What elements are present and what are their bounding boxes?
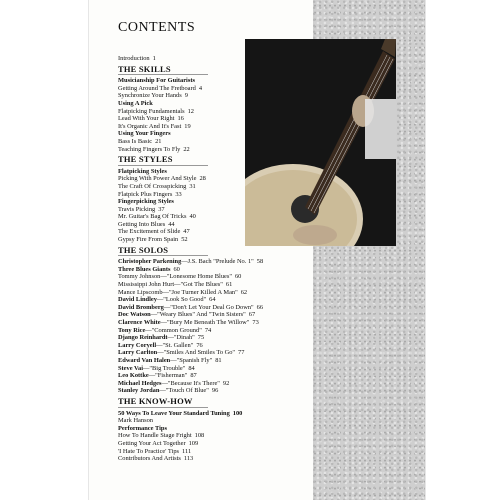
toc-entry-title: Getting Into Blues — [118, 220, 166, 228]
solo-title: —"Touch Of Blue" — [159, 387, 209, 395]
subheading: Musicianship For Guitarists — [118, 77, 195, 85]
toc-entry-page: 108 — [194, 432, 205, 440]
toc-entry[interactable] — [118, 175, 338, 183]
toc-entry-title: 'I Hate To Practice' Tips — [118, 447, 180, 455]
solo-artist: David Lindley — [118, 296, 157, 304]
solo-title: —"Joe Turner Killed A Man" — [162, 288, 238, 296]
solo-title: —"Look So Good" — [156, 296, 207, 304]
toc-entry[interactable] — [118, 138, 338, 146]
toc-entry-title: Contributors And Artists — [118, 455, 181, 463]
solo-entry[interactable] — [118, 311, 338, 319]
section-heading-skills: THE SKILLS — [118, 66, 208, 76]
toc-entry[interactable] — [118, 432, 338, 440]
toc-entry-title: Lead With Your Right — [118, 115, 175, 123]
toc-entry-title: Getting Your Act Together — [118, 439, 186, 447]
solo-entry[interactable] — [118, 319, 338, 327]
solo-artist: Christopher Parkening — [118, 258, 182, 266]
toc-entry-page: 4 — [198, 84, 203, 92]
toc-entry-page: 109 — [188, 439, 199, 447]
solo-entry[interactable] — [118, 357, 338, 365]
toc-entry-page: 52 — [181, 236, 188, 244]
solo-entry[interactable] — [118, 380, 338, 388]
toc-group — [118, 258, 338, 395]
table-of-contents — [118, 55, 338, 463]
solo-artist: Leo Kottke — [118, 372, 149, 380]
solo-artist: Django Reinhardt — [118, 334, 168, 342]
section-heading-solos: THE SOLOS — [118, 247, 208, 257]
toc-entry-page: 40 — [189, 213, 196, 221]
solo-page: 64 — [209, 296, 216, 304]
solo-title: —J.S. Bach "Prelude No. 1" — [181, 258, 254, 266]
toc-entry-title: The Excitement of Slide — [118, 228, 181, 236]
solo-title: —"Lonesome Home Blues" — [160, 273, 232, 281]
toc-entry-page: 37 — [158, 205, 165, 213]
solo-entry[interactable] — [118, 281, 338, 289]
solo-entry[interactable] — [118, 296, 338, 304]
solo-page: 62 — [240, 288, 248, 296]
solo-artist: Mississippi John Hurt — [118, 281, 175, 289]
solo-page: 60 — [173, 265, 180, 273]
solo-entry[interactable] — [118, 372, 338, 380]
solo-page: 61 — [225, 281, 233, 289]
toc-entry[interactable] — [118, 115, 338, 123]
solo-artist: Tommy Johnson — [118, 273, 161, 281]
toc-entry[interactable] — [118, 123, 338, 131]
toc-entry[interactable] — [118, 146, 338, 154]
solo-page: 60 — [234, 273, 242, 281]
solo-entry[interactable] — [118, 258, 338, 266]
solo-artist: Doc Watson — [118, 311, 151, 319]
solo-page: 67 — [248, 311, 256, 319]
subheading: Fingerpicking Styles — [118, 198, 174, 206]
toc-entry-title: Gypsy Fire From Spain — [118, 236, 179, 244]
solo-artist: Stanley Jordan — [118, 387, 160, 395]
subheading: Flatpicking Styles — [118, 167, 167, 175]
subheading: Using A Pick — [118, 99, 153, 107]
solo-title: —"Dinah" — [167, 334, 195, 342]
solo-page: 77 — [238, 349, 245, 357]
toc-entry-page: 22 — [183, 145, 190, 153]
toc-entry[interactable] — [118, 221, 338, 229]
toc-entry-page: 33 — [175, 190, 182, 198]
toc-entry-title: Bass Is Basic — [118, 137, 153, 145]
section-heading-styles: THE STYLES — [118, 156, 208, 166]
solo-page: 66 — [256, 303, 264, 311]
toc-entry-page: 19 — [184, 122, 191, 130]
solo-entry[interactable] — [118, 387, 338, 395]
toc-entry-intro[interactable]: Introduction 1 — [118, 55, 156, 62]
solo-entry[interactable] — [118, 349, 338, 357]
toc-entry-title: It's Organic And It's Fast — [118, 122, 182, 130]
author-credit: Mark Hanson — [118, 417, 153, 425]
solo-title: —"Got The Blues" — [174, 281, 223, 289]
solo-page: 96 — [211, 387, 219, 395]
toc-group — [118, 175, 338, 198]
toc-entry-page: 9 — [184, 92, 188, 100]
solo-entry[interactable] — [118, 334, 338, 342]
solo-artist: Larry Coryell — [118, 341, 157, 349]
solo-title: —"Spanish Fly" — [170, 356, 213, 364]
solo-title: —"Because It's There" — [161, 379, 220, 387]
solo-page: 58 — [256, 258, 264, 266]
solo-artist: Michael Hedges — [118, 379, 162, 387]
section-heading-knowhow: THE KNOW-HOW — [118, 398, 208, 408]
solo-title: —"Common Ground" — [145, 326, 202, 334]
solo-artist: Three Blues Giants — [118, 265, 171, 273]
solo-artist: Mance Lipscomb — [118, 288, 163, 296]
toc-entry-title: Flatpick Plus Fingers — [118, 190, 173, 198]
toc-entry[interactable] — [118, 92, 338, 100]
subheading: Performance Tips — [118, 424, 167, 432]
toc-group — [118, 85, 338, 100]
toc-group — [118, 432, 338, 462]
toc-group — [118, 138, 338, 153]
toc-entry-page: 16 — [177, 115, 184, 123]
toc-entry[interactable] — [118, 236, 338, 244]
solo-page: 84 — [188, 364, 195, 372]
toc-entry[interactable] — [118, 455, 338, 463]
solo-entry[interactable] — [118, 304, 338, 312]
solo-entry[interactable] — [118, 273, 338, 281]
toc-group — [118, 206, 338, 244]
toc-entry[interactable] — [118, 108, 338, 116]
subheading: Using Your Fingers — [118, 130, 171, 138]
solo-title: —"St. Gallen" — [156, 341, 194, 349]
solo-title: —"Don't Let Your Deal Go Down" — [163, 303, 254, 311]
solo-artist: David Bromberg — [118, 303, 164, 311]
toc-entry[interactable] — [118, 448, 338, 456]
toc-entry-page: 113 — [183, 455, 194, 463]
solo-artist: Edward Van Halen — [118, 356, 171, 364]
toc-entry[interactable] — [118, 206, 338, 214]
toc-entry-page: 28 — [199, 175, 206, 183]
toc-entry-title: Travis Picking — [118, 205, 156, 213]
toc-group — [118, 108, 338, 131]
solo-entry[interactable] — [118, 342, 338, 350]
toc-entry-title: Picking With Power And Style — [118, 175, 197, 183]
toc-entry-page: 44 — [168, 220, 175, 228]
solo-page: 87 — [190, 372, 197, 380]
solo-entry[interactable] — [118, 289, 338, 297]
solo-page: 92 — [222, 379, 230, 387]
solo-title: —"Fisherman" — [148, 372, 188, 380]
toc-entry-title: How To Handle Stage Fright — [118, 432, 192, 440]
toc-entry-title: Teaching Fingers To Fly — [118, 145, 181, 153]
solo-artist: Larry Carlton — [118, 349, 158, 357]
solo-page: 81 — [215, 356, 222, 364]
solo-entry[interactable] — [118, 327, 338, 335]
toc-entry-title: The Craft Of Crosspicking — [118, 182, 187, 190]
solo-title: —"Big Trouble" — [143, 364, 186, 372]
toc-entry-page: 111 — [182, 447, 192, 455]
toc-entry-page: 47 — [183, 228, 190, 236]
toc-entry[interactable] — [118, 213, 338, 221]
solo-title: —"Smiles And Smiles To Go" — [157, 349, 236, 357]
toc-entry-title: Mr. Guitar's Bag Of Tricks — [118, 213, 187, 221]
solo-page: 73 — [252, 319, 259, 326]
solo-title: —"Bury Me Beneath The Willow" — [160, 319, 250, 326]
toc-entry[interactable]: 50 Ways To Leave Your Standard Tuning 100 — [118, 409, 243, 417]
page-title: CONTENTS — [118, 20, 196, 35]
solo-entry[interactable] — [118, 266, 338, 274]
solo-page: 75 — [197, 334, 205, 342]
solo-artist: Clarence White — [118, 319, 161, 326]
solo-page: 74 — [204, 326, 212, 334]
toc-entry[interactable] — [118, 85, 338, 93]
toc-entry[interactable] — [118, 440, 338, 448]
solo-title: —"Weary Blues" And "Twin Sisters" — [150, 311, 246, 319]
solo-page: 76 — [196, 341, 203, 349]
toc-entry-page: 21 — [155, 137, 162, 145]
toc-entry-page: 12 — [187, 107, 194, 115]
toc-entry[interactable] — [118, 191, 338, 199]
solo-entry[interactable] — [118, 365, 338, 373]
toc-entry-title: Flatpicking Fundamentals — [118, 107, 185, 115]
toc-entry-page: 31 — [189, 182, 196, 190]
toc-entry-title: Getting Around The Fretboard — [118, 84, 196, 92]
solo-artist: Steve Vai — [118, 364, 144, 372]
toc-entry-title: Synchronize Your Hands — [118, 92, 182, 100]
toc-entry[interactable] — [118, 228, 338, 236]
solo-artist: Tony Rice — [118, 326, 146, 334]
toc-entry[interactable] — [118, 183, 338, 191]
